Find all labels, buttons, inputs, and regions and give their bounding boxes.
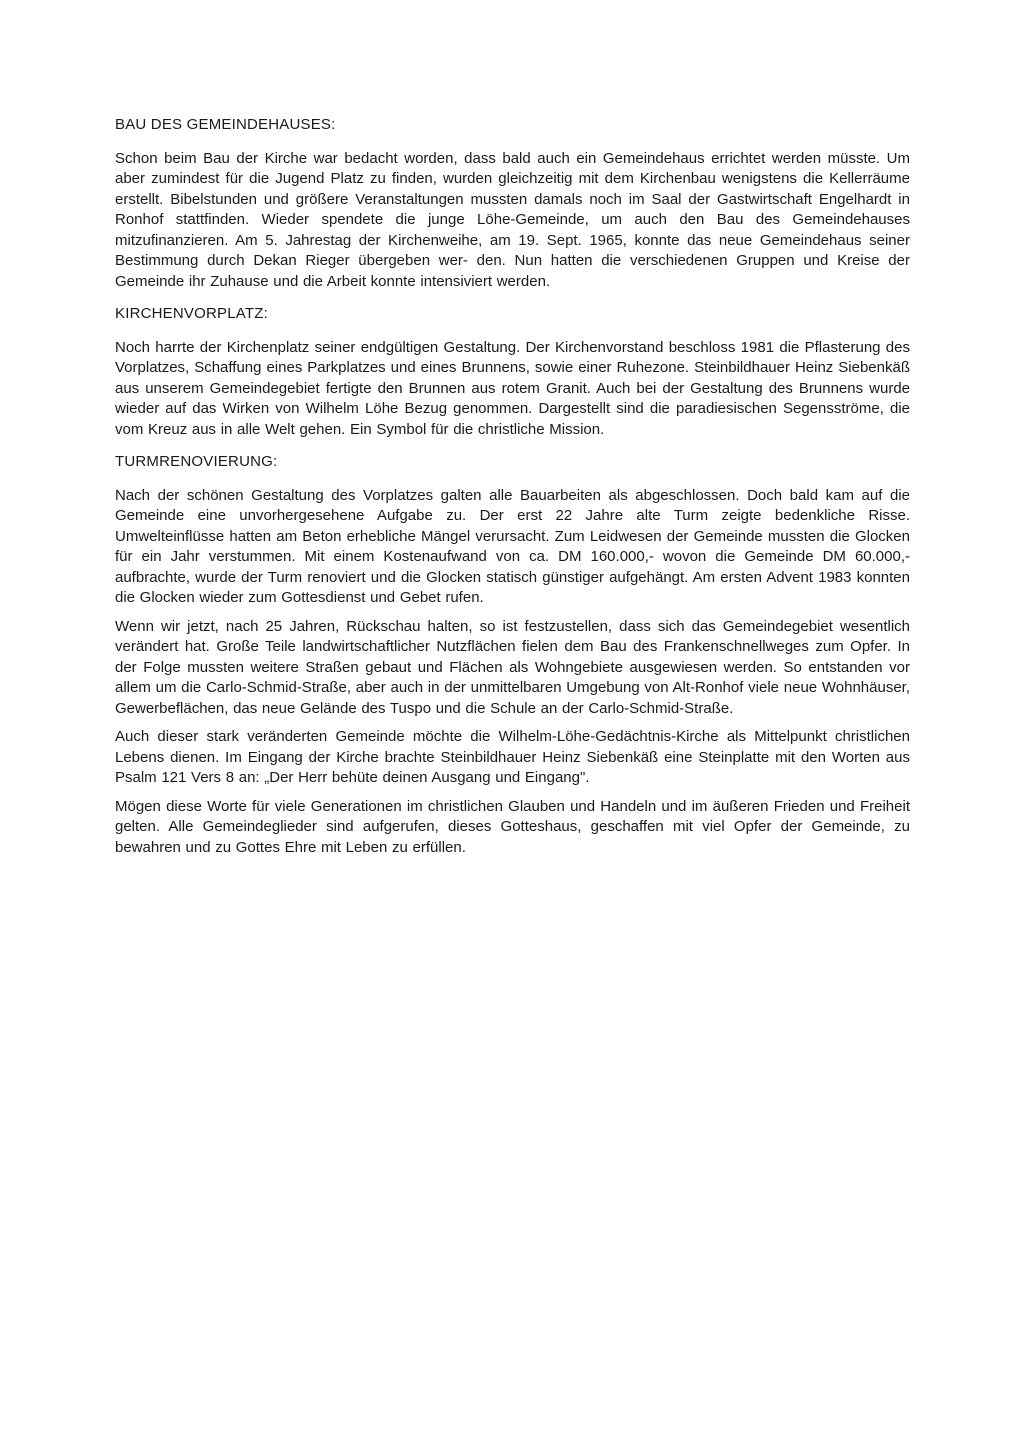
section-heading-turmrenovierung: TURMRENOVIERUNG: [115,453,278,470]
paragraph-turm-renovierung: Nach der schönen Gestaltung des Vorplatzes galten alle Bauarbeiten als abgeschlossen. Doch bald kam auf die Gemeinde eine unvorhergesehene Aufgabe zu. Der erst 22 Jahre alte Turm zeigte bedenkliche Risse. Umwelteinflüsse hatten am Beton erhebliche Mängel verursacht. Zum Leidwesen der Gemeinde mussten die Glocken für ein Jahr verstummen. Mit einem Kostenaufwand von ca. DM 160.000,- wovon die Gemeinde DM 60.000,- aufbrachte, wurde der Turm renoviert und die Glocken statisch günstiger aufgehängt. Am ersten Advent 1983 konnten die Glocken wieder zum Gottesdienst und Gebet rufen. [115,486,910,606]
section-turmrenovierung [115,452,910,858]
section-heading-kirchenvorplatz: KIRCHENVORPLATZ: [115,305,268,322]
section-bau-des-gemeindehauses [115,115,910,292]
paragraph-kirchenvorplatz-gestaltung: Noch harrte der Kirchenplatz seiner endgültigen Gestaltung. Der Kirchenvorstand beschloss 1981 die Pflasterung des Vorplatzes, Schaffung eines Parkplatzes und eines Brunnens, sowie einer Ruhezone. Steinbildhauer Heinz Siebenkäß aus unserem Gemeindegebiet fertigte den Brunnen aus rotem Granit. Auch bei der Gestaltung des Brunnens wurde wieder auf das Wirken von Wilhelm Löhe Bezug genommen. Dargestellt sind die paradiesischen Segensströme, die vom Kreuz aus in alle Welt gehen. Ein Symbol für die christliche Mission. [115,338,910,438]
paragraph-schlusswort: Mögen diese Worte für viele Generationen im christlichen Glauben und Handeln und im äußeren Frieden und Freiheit gelten. Alle Gemeindeglieder sind aufgerufen, dieses Gotteshaus, geschaffen mit viel Opfer der Gemeinde, zu bewahren und zu Gottes Ehre mit Leben zu erfüllen. [115,797,910,856]
section-kirchenvorplatz [115,304,910,440]
paragraph-steinplatte-psalm: Auch dieser stark veränderten Gemeinde möchte die Wilhelm-Löhe-Gedächtnis-Kirche als Mittelpunkt christlichen Lebens dienen. Im Eingang der Kirche brachte Steinbildhauer Heinz Siebenkäß eine Steinplatte mit den Worten aus Psalm 121 Vers 8 an: „Der Herr behüte deinen Ausgang und Eingang". [115,728,910,786]
paragraph-gemeindehaus-bau: Schon beim Bau der Kirche war bedacht worden, dass bald auch ein Gemeindehaus errichtet werden müsste. Um aber zumindest für die Jugend Platz zu finden, wurden gleichzeitig mit dem Kirchenbau wenigstens die Kellerräume erstellt. Bibelstunden und größere Veranstaltungen mussten damals noch im Saal der Gastwirtschaft Engelhardt in Ronhof stattfinden. Wieder spendete die junge Löhe-Gemeinde, um auch den Bau des Gemeindehauses mitzufinanzieren. Am 5. Jahrestag der Kirchenweihe, am 19. Sept. 1965, konnte das neue Gemeindehaus seiner Bestimmung durch Dekan Rieger übergeben wer- den. Nun hatten die verschiedenen Gruppen und Kreise der Gemeinde ihr Zuhause und die Arbeit konnte intensiviert werden. [115,149,910,290]
paragraph-rueckschau-25-jahre: Wenn wir jetzt, nach 25 Jahren, Rückschau halten, so ist festzustellen, dass sich das Gemeindegebiet wesentlich verändert hat. Große Teile landwirtschaftlicher Nutzflächen fielen dem Bau des Frankenschnellweges zum Opfer. In der Folge mussten weitere Straßen gebaut und Flächen als Wohngebiete ausgewiesen werden. So entstanden vor allem um die Carlo-Schmid-Straße, aber auch in der unmittelbaren Umgebung von Alt-Ronhof viele neue Wohnhäuser, Gewerbeflächen, das neue Gelände des Tuspo und die Schule an der Carlo-Schmid-Straße. [115,617,910,717]
section-heading-bau-des-gemeindehauses: BAU DES GEMEINDEHAUSES: [115,116,336,133]
